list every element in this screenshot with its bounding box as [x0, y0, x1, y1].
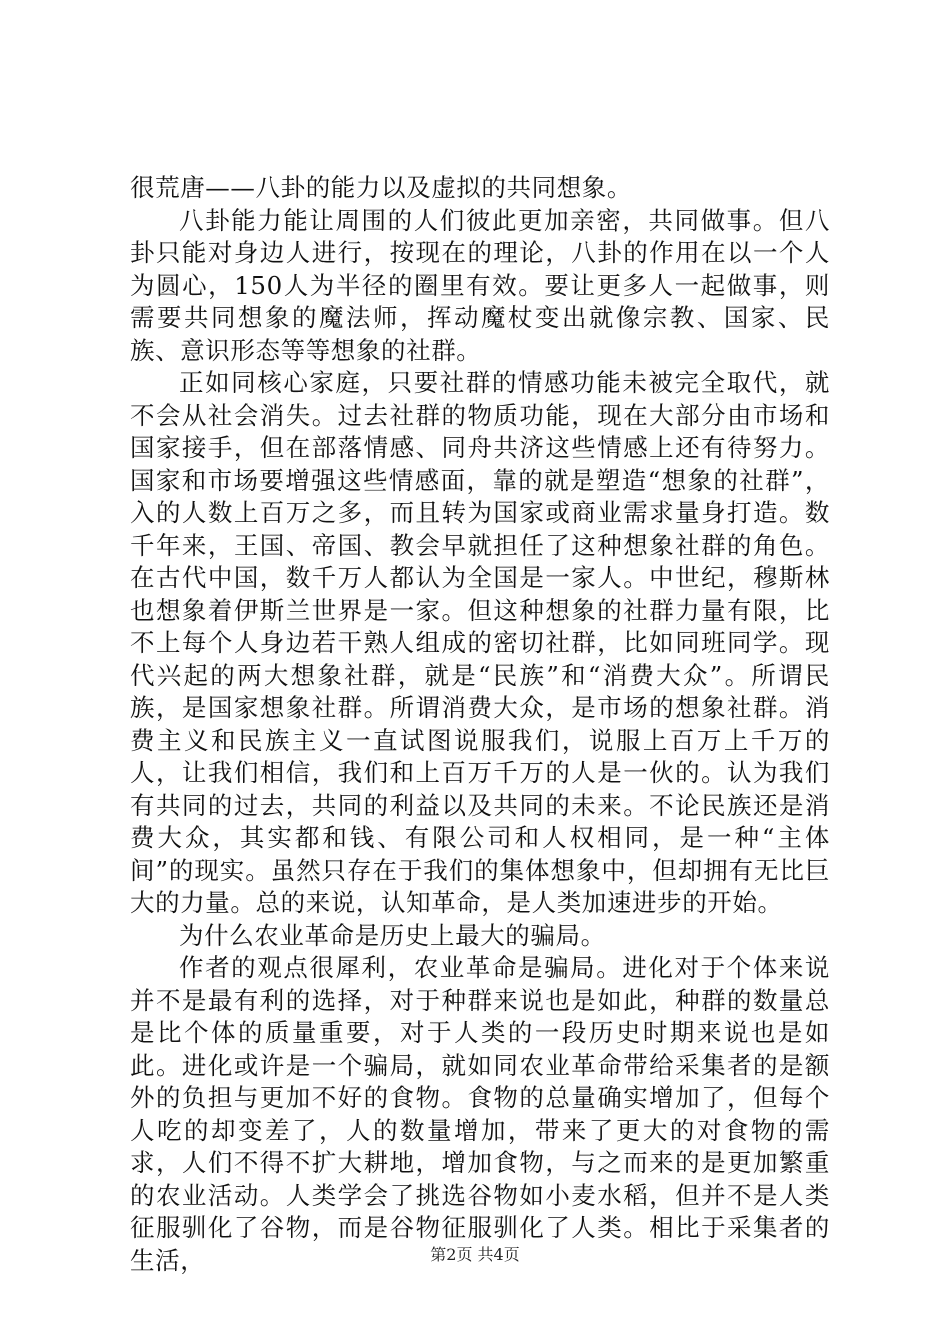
paragraph-2: 八卦能力能让周围的人们彼此更加亲密，共同做事。但八卦只能对身边人进行，按现在的理论，八卦的作用在以一个人为圆心，150人为半径的圈里有效。要让更多人一起做事，则需要共同想象的魔法师，挥动魔杖变出就像宗教、国家、民族、意识形态等等想象的社群。: [130, 205, 830, 365]
paragraph-4: 为什么农业革命是历史上最大的骗局。: [179, 920, 606, 950]
paragraph-5: 作者的观点很犀利，农业革命是骗局。进化对于个体来说并不是最有利的选择，对于种群来说也是如此，种群的数量总是比个体的质量重要，对于人类的一段历史时期来说也是如此。进化或许是一个骗局，就如同农业革命带给采集者的是额外的负担与更加不好的食物。食物的总量确实增加了，但每个人吃的却变差了，人的数量增加，带来了更大的对食物的需求，人们不得不扩大耕地，增加食物，与之而来的是更加繁重的农业活动。人类学会了挑选谷物如小麦水稻，但并不是人类征服驯化了谷物，而是谷物征服驯化了人类。相比于采集者的生活，: [130, 953, 830, 1275]
page-footer: [0, 1242, 950, 1265]
paragraph-1: 很荒唐——八卦的能力以及虚拟的共同想象。: [130, 173, 632, 202]
page-number-label: 第2页 共4页: [430, 1245, 520, 1264]
document-body: [130, 172, 830, 1277]
paragraph-3: 正如同核心家庭，只要社群的情感功能未被完全取代，就不会从社会消失。过去社群的物质功能，现在大部分由市场和国家接手，但在部落情感、同舟共济这些情感上还有待努力。国家和市场要增强这些情感面，靠的就是塑造“想象的社群”，入的人数上百万之多，而且转为国家或商业需求量身打造。数千年来，王国、帝国、教会早就担任了这种想象社群的角色。在古代中国，数千万人都认为全国是一家人。中世纪，穆斯林也想象着伊斯兰世界是一家。但这种想象的社群力量有限，比不上每个人身边若干熟人组成的密切社群，比如同班同学。现代兴起的两大想象社群，就是“民族”和“消费大众”。所谓民族，是国家想象社群。所谓消费大众，是市场的想象社群。消费主义和民族主义一直试图说服我们，说服上百万上千万的人，让我们相信，我们和上百万千万的人是一伙的。认为我们有共同的过去，共同的利益以及共同的未来。不论民族还是消费大众，其实都和钱、有限公司和人权相同，是一种“主体间”的现实。虽然只存在于我们的集体想象中，但却拥有无比巨大的力量。总的来说，认知革命，是人类加速进步的开始。: [130, 368, 830, 917]
